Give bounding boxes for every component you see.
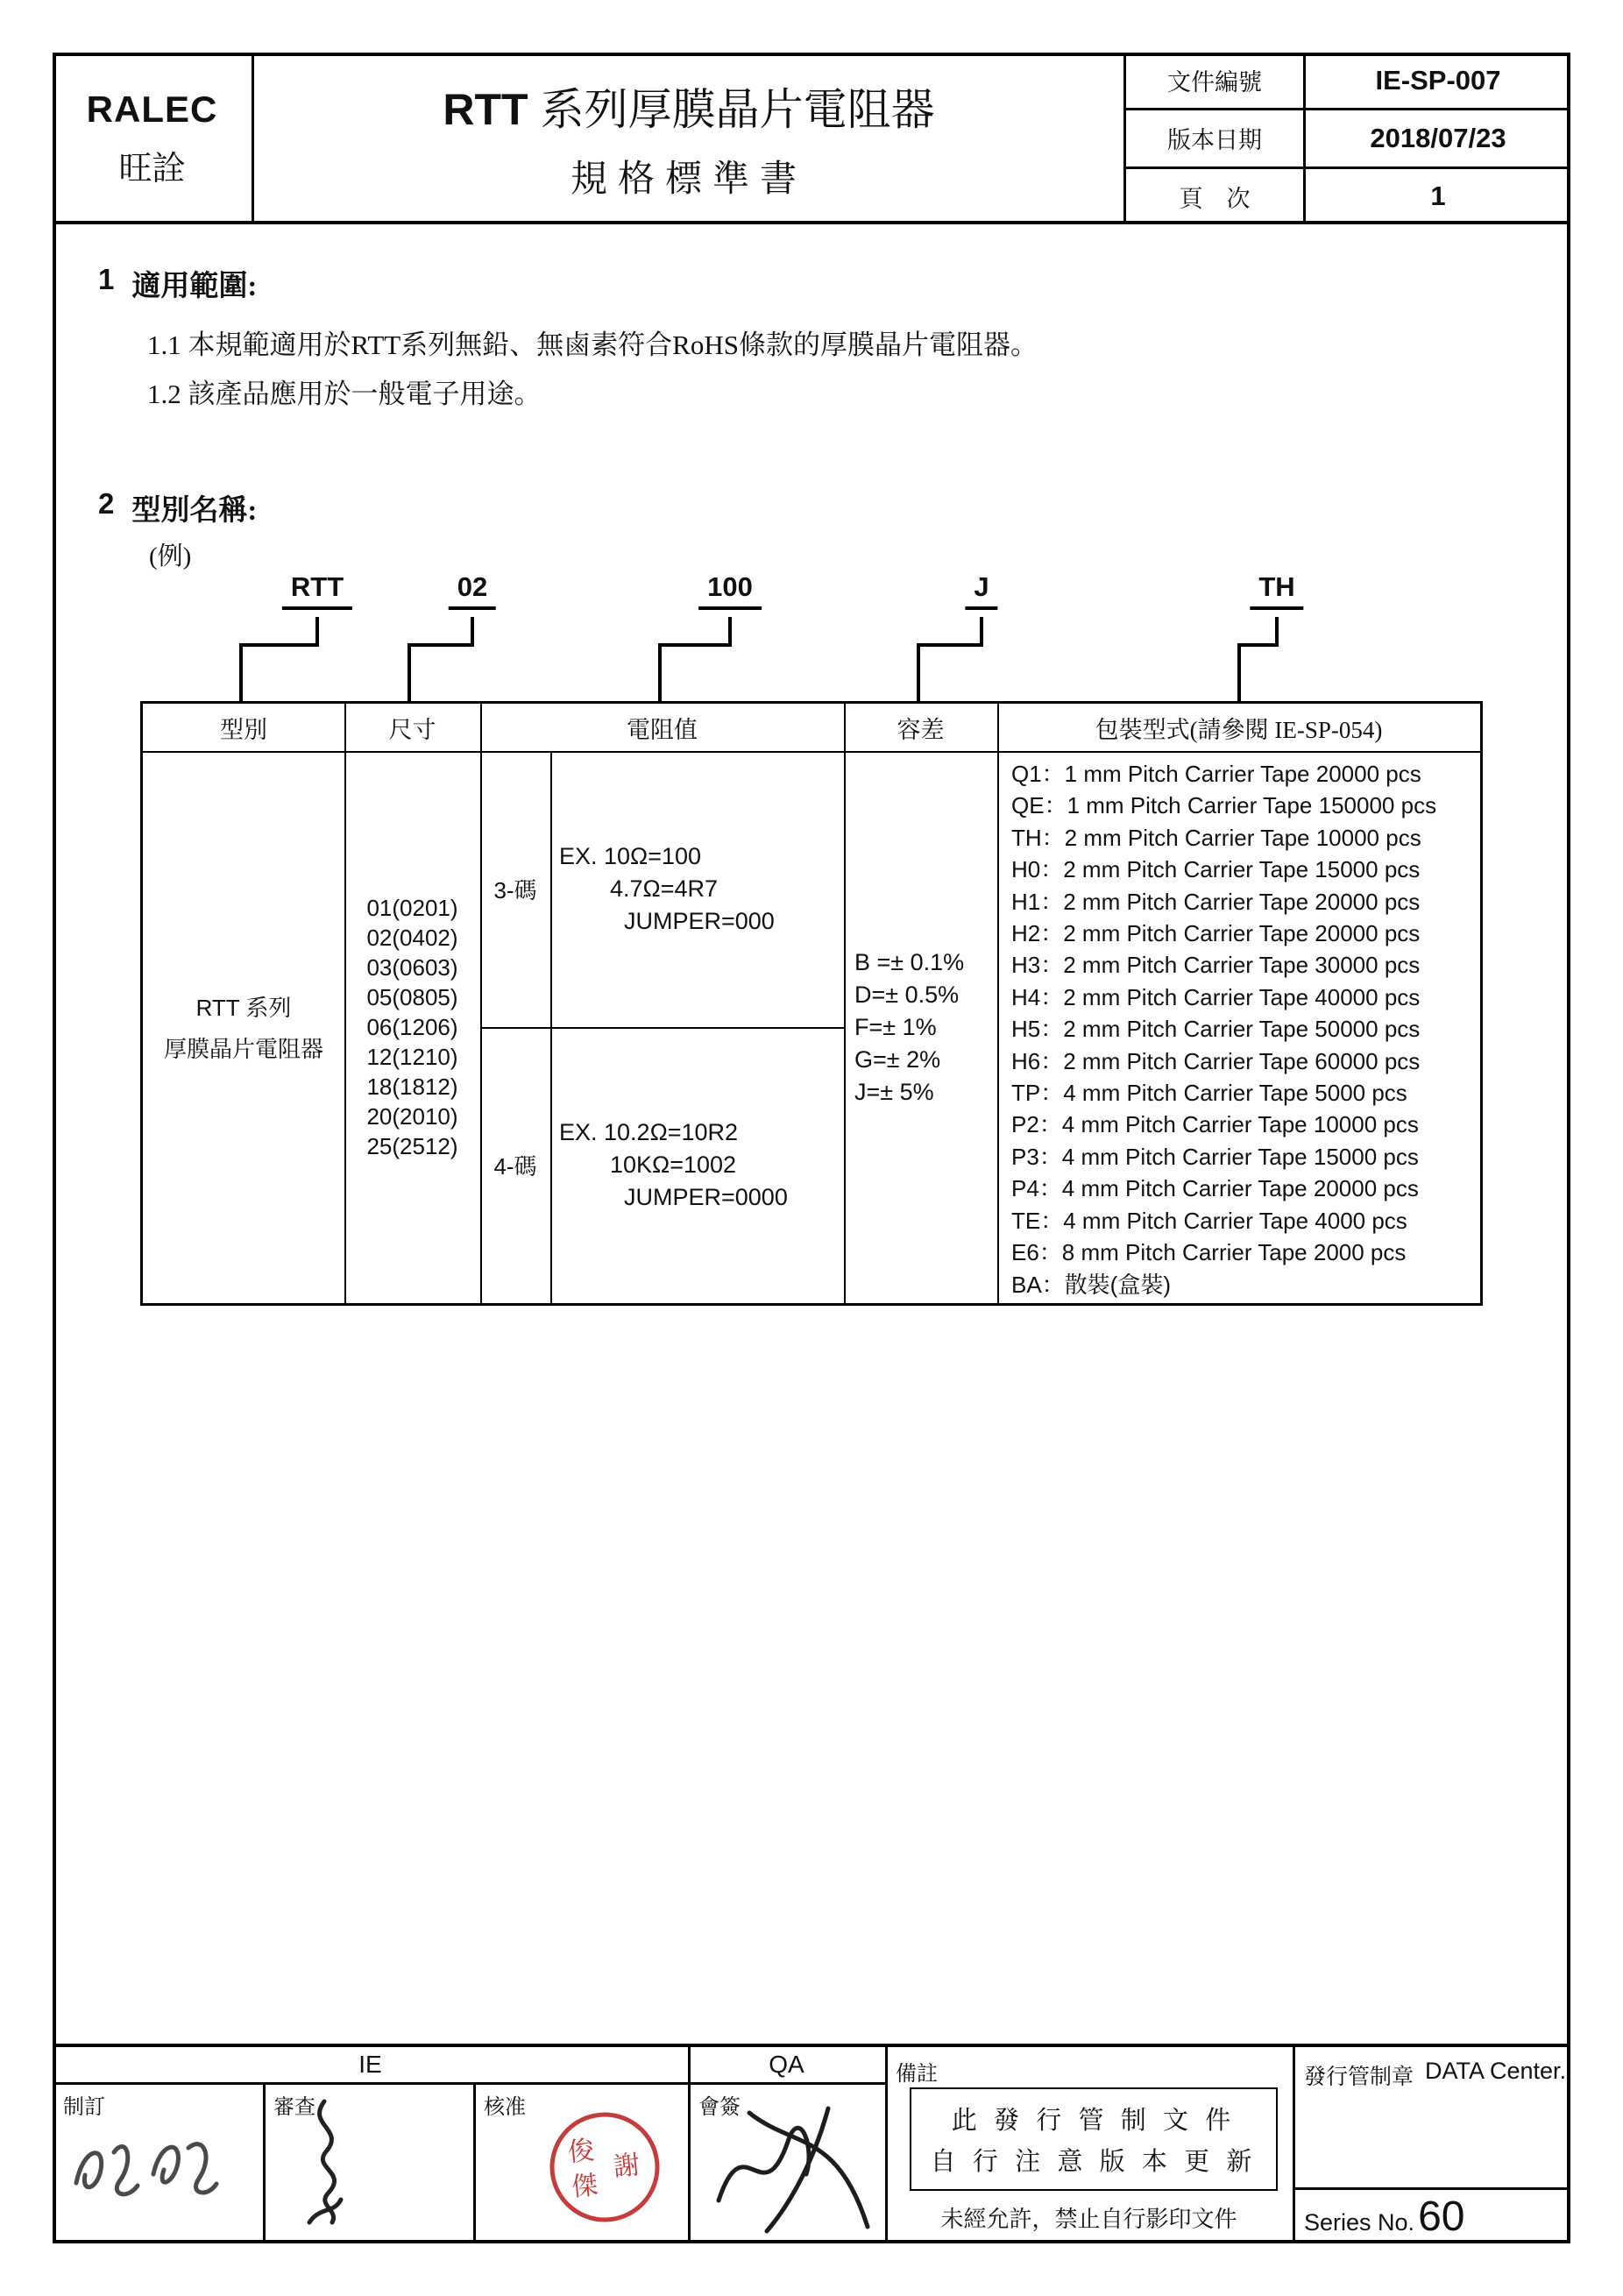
size-item: 06(1206): [366, 1014, 458, 1040]
role-countersign-label: 會簽: [698, 2096, 741, 2119]
packing-item: H2：2 mm Pitch Carrier Tape 20000 pcs: [1011, 920, 1421, 947]
footer-gridline: [263, 2082, 266, 2243]
digits4-example-cell: [550, 1027, 844, 1303]
approval-footer: [53, 2044, 1570, 2243]
signature-reviewed: [276, 2091, 372, 2240]
size-item: 02(0402): [366, 925, 458, 951]
res3-example-line: JUMPER=000: [624, 908, 775, 934]
packing-item: E6：8 mm Pitch Carrier Tape 2000 pcs: [1011, 1239, 1407, 1266]
footer-gridline: [53, 2082, 885, 2085]
signature-countersign: [697, 2087, 881, 2244]
tolerance-cell: [844, 751, 997, 1303]
signature-drafted: [66, 2100, 250, 2240]
packing-item: H3：2 mm Pitch Carrier Tape 30000 pcs: [1011, 952, 1421, 979]
controlled-document-notice: [910, 2087, 1278, 2191]
version-date-value: 2018/07/23: [1370, 122, 1506, 153]
page-number-value: 1: [1430, 181, 1446, 212]
section2-number: 2: [98, 487, 115, 520]
size-list-cell: [344, 751, 480, 1303]
notes-label: 備註: [896, 2063, 938, 2086]
notice-line-2: 自 行 注 意 版 本 更 新: [930, 2148, 1258, 2176]
col-header-resistance: 電阻值: [627, 716, 698, 743]
size-item: 20(2010): [366, 1103, 458, 1130]
header-divider: [53, 221, 1570, 224]
series-number: [1304, 2193, 1464, 2241]
size-item: 03(0603): [366, 954, 458, 981]
qa-department-label: QA: [769, 2051, 804, 2078]
footer-gridline: [1293, 2047, 1295, 2243]
notice-line-1: 此 發 行 管 制 文 件: [951, 2107, 1237, 2135]
header-field-row: [1126, 167, 1570, 224]
no-copy-warning: 未經允許，禁止自行影印文件: [940, 2207, 1237, 2232]
ie-department-label: IE: [358, 2051, 382, 2078]
footer-gridline: [1293, 2187, 1570, 2190]
size-item: 01(0201): [366, 895, 458, 921]
size-item: 25(2512): [366, 1133, 458, 1159]
size-item: 12(1210): [366, 1044, 458, 1070]
stamp-char-3: 謝: [612, 2150, 641, 2182]
page-number-label: 頁 次: [1126, 169, 1306, 224]
tolerance-item: J=± 5%: [854, 1078, 934, 1105]
section1-number: 1: [98, 263, 115, 295]
company-logo-cell: [53, 53, 254, 224]
tolerance-item: B =± 0.1%: [854, 948, 965, 975]
packing-item: P3：4 mm Pitch Carrier Tape 15000 pcs: [1011, 1143, 1419, 1170]
res3-example-line: 4.7Ω=4R7: [610, 875, 719, 902]
company-name: RALEC: [86, 88, 218, 130]
series-label: Series No.: [1304, 2209, 1415, 2236]
title-series-code: RTT: [443, 85, 528, 134]
part-code-tolerance: J: [965, 571, 997, 610]
issuing-org: DATA Center.: [1425, 2058, 1567, 2084]
part-code-resistance: 100: [698, 571, 762, 610]
stamp-char-1: 俊: [566, 2136, 596, 2168]
res4-example-line: 10KΩ=1002: [610, 1152, 737, 1178]
title-text: 系列厚膜晶片電阻器: [540, 85, 935, 134]
tolerance-item: F=± 1%: [854, 1013, 937, 1040]
type-line2: 厚膜晶片電阻器: [163, 1037, 323, 1062]
role-reviewed-label: 審查: [273, 2096, 315, 2119]
company-name-cjk: 旺詮: [118, 150, 186, 188]
digits3-code-cell: 3-碼: [493, 877, 537, 904]
digits4-code-cell: 4-碼: [493, 1153, 537, 1180]
approval-stamp: [533, 2095, 677, 2240]
packing-item: QE：1 mm Pitch Carrier Tape 150000 pcs: [1011, 792, 1437, 819]
type-line1: RTT 系列: [195, 995, 292, 1021]
packing-item: H1：2 mm Pitch Carrier Tape 20000 pcs: [1011, 888, 1421, 915]
packing-item: P2：4 mm Pitch Carrier Tape 10000 pcs: [1011, 1111, 1419, 1138]
section1-item-1: 1.1 本規範適用於RTT系列無鉛、無鹵素符合RoHS條款的厚膜晶片電阻器。: [147, 330, 1038, 360]
packing-item: P4：4 mm Pitch Carrier Tape 20000 pcs: [1011, 1175, 1419, 1202]
packing-item: H5：2 mm Pitch Carrier Tape 50000 pcs: [1011, 1016, 1421, 1043]
packing-item: TH：2 mm Pitch Carrier Tape 10000 pcs: [1011, 824, 1421, 851]
part-code-connector-lines: [53, 615, 1570, 701]
part-code-packing: TH: [1250, 571, 1303, 610]
packing-item: BA：散裝(盒裝): [1011, 1271, 1172, 1298]
col-header-packing: 包裝型式(請參閱 IE-SP-054): [1095, 716, 1383, 743]
res3-example-line: EX. 10Ω=100: [559, 843, 702, 869]
packing-item: TE：4 mm Pitch Carrier Tape 4000 pcs: [1011, 1207, 1407, 1234]
footer-gridline: [473, 2082, 476, 2243]
section1-item-2: 1.2 該產品應用於一般電子用途。: [147, 379, 542, 409]
issue-control-seal-label: 發行管制章: [1304, 2066, 1414, 2089]
col-header-tolerance: 容差: [897, 716, 945, 743]
tolerance-item: D=± 0.5%: [854, 981, 960, 1008]
role-drafted-label: 制訂: [63, 2096, 105, 2119]
packing-item: Q1：1 mm Pitch Carrier Tape 20000 pcs: [1011, 761, 1421, 787]
packing-list-cell: [997, 751, 1480, 1303]
packing-item: TP：4 mm Pitch Carrier Tape 5000 pcs: [1011, 1080, 1407, 1107]
doc-number-value: IE-SP-007: [1375, 64, 1501, 96]
header-field-row: [1126, 53, 1570, 108]
doc-number-label: 文件編號: [1126, 53, 1306, 108]
header-fields: [1123, 53, 1570, 224]
col-header-size: 尺寸: [388, 716, 436, 743]
part-code-size: 02: [449, 571, 496, 610]
type-cell: [143, 751, 344, 1303]
example-label: (例): [149, 542, 192, 570]
version-date-label: 版本日期: [1126, 110, 1306, 166]
role-approved-label: 核准: [484, 2096, 526, 2119]
res4-example-line: EX. 10.2Ω=10R2: [559, 1119, 739, 1145]
header-field-row: [1126, 108, 1570, 166]
section1-title: 適用範圍:: [131, 271, 258, 302]
packing-item: H6：2 mm Pitch Carrier Tape 60000 pcs: [1011, 1047, 1421, 1074]
document-subtitle: 規格標準書: [570, 159, 807, 200]
digits3-example-cell: [550, 751, 844, 1027]
packing-item: H0：2 mm Pitch Carrier Tape 15000 pcs: [1011, 856, 1421, 883]
section2-title: 型別名稱:: [131, 495, 258, 527]
size-item: 05(0805): [366, 984, 458, 1010]
stamp-char-2: 傑: [570, 2171, 599, 2202]
col-header-type: 型別: [220, 716, 267, 743]
section2-heading: [98, 487, 257, 528]
size-item: 18(1812): [366, 1074, 458, 1100]
document-title-cell: [254, 53, 1123, 224]
res4-example-line: JUMPER=0000: [624, 1184, 788, 1210]
part-code-series: RTT: [282, 571, 352, 610]
part-number-table: [140, 701, 1483, 1306]
section1-heading: [98, 263, 257, 304]
series-value: 60: [1418, 2193, 1465, 2240]
tolerance-item: G=± 2%: [854, 1045, 941, 1073]
packing-item: H4：2 mm Pitch Carrier Tape 40000 pcs: [1011, 983, 1421, 1010]
